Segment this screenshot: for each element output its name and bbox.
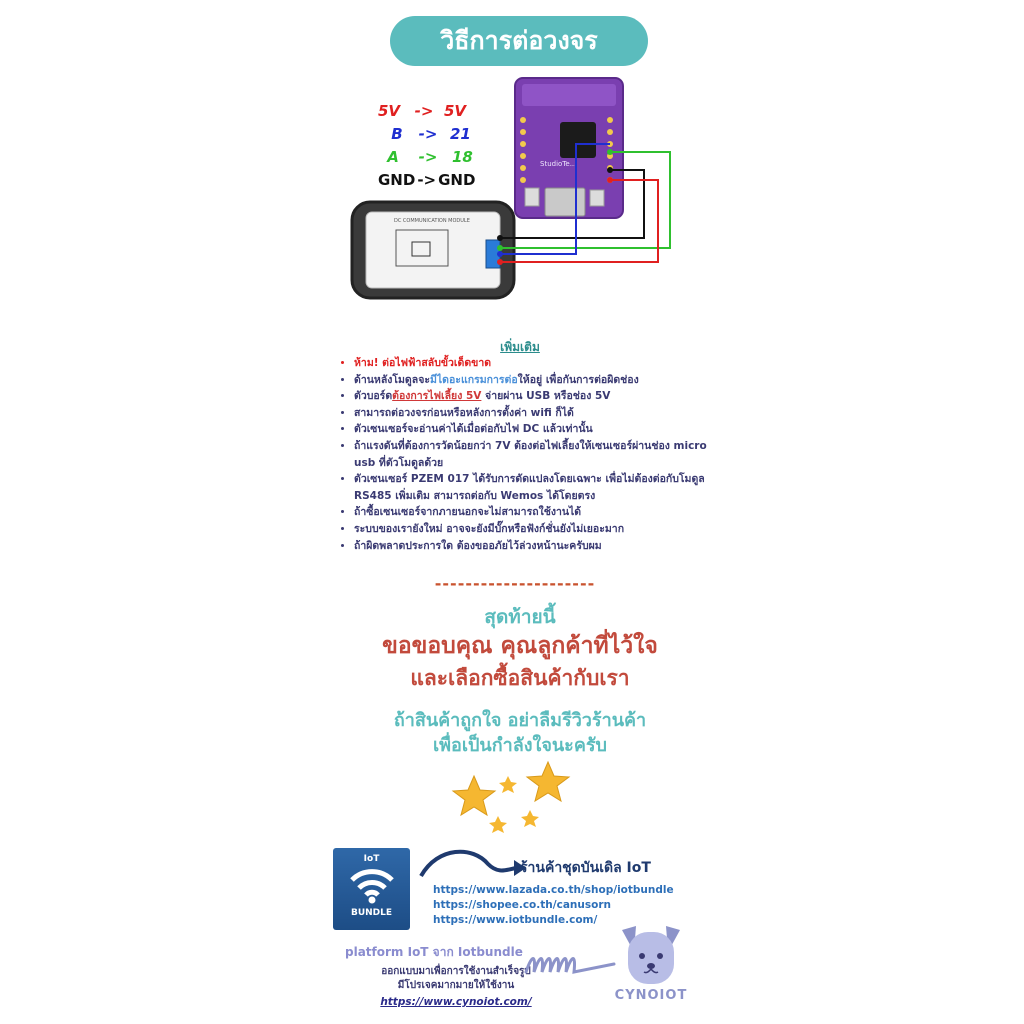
closing-line-1: สุดท้ายนี้ — [484, 606, 556, 628]
pin-arrow: -> — [414, 102, 434, 120]
star-icon — [489, 816, 507, 833]
stars-decoration — [440, 758, 590, 838]
note-item: • ด้านหลังโมดูลจะมีไดอะแกรมการต่อให้อยู่ เพื่อกันการต่อผิดช่อง — [354, 372, 710, 389]
pin-arrow: -> — [418, 125, 438, 143]
cynoiot-brand: CYNOIOT — [614, 988, 688, 1003]
note-item: • ระบบของเรายังใหม่ อาจจะยังมีบั๊กหรือฟังก์ชั่นยังไม่เยอะมาก — [354, 521, 710, 538]
squiggle-decoration — [522, 950, 622, 980]
page-title — [390, 16, 648, 66]
closing-line-2: ขอขอบคุณ คุณลูกค้าที่ไว้ใจ — [382, 633, 658, 659]
platform-desc-2: มีโปรเจคมากมายให้ใช้งาน — [397, 980, 515, 991]
logo-bottom-text: BUNDLE — [350, 908, 393, 918]
pzem-module — [352, 202, 514, 298]
logo-top-text: IoT — [363, 854, 380, 864]
closing-line-3: และเลือกซื้อสินค้ากับเรา — [410, 666, 630, 690]
iot-bundle-logo — [333, 848, 410, 930]
arrow-icon — [418, 848, 528, 880]
note-item: • ถ้าซื้อเซนเซอร์จากภายนอกจะไม่สามารถใช้งานได้ — [354, 504, 710, 521]
star-icon — [527, 762, 569, 801]
pin-from: GND — [378, 171, 416, 189]
note-item: • ถ้าผิดพลาดประการใด ต้องขออภัยไว้ล่วงหน้านะครับผม — [354, 538, 710, 555]
wiring-diagram — [340, 70, 690, 310]
pin-to: 18 — [452, 148, 473, 166]
star-icon — [499, 776, 517, 793]
lazada-link[interactable]: https://www.lazada.co.th/shop/iotbundle — [433, 884, 674, 896]
platform-title: platform IoT จาก Iotbundle — [345, 945, 523, 959]
star-icon — [521, 810, 539, 827]
shop-name: ร้านค้าชุดบันเดิล IoT — [520, 860, 651, 876]
wifi-icon — [347, 864, 397, 904]
iotbundle-link[interactable]: https://www.iotbundle.com/ — [433, 914, 598, 926]
pin-to: GND — [438, 171, 476, 189]
note-item: • สามารถต่อวงจรก่อนหรือหลังการตั้งค่า wifi ก็ได้ — [354, 405, 710, 422]
pin-from: A — [387, 148, 399, 166]
note-item: • ห้าม! ต่อไฟฟ้าสลับขั้วเด็ดขาด — [354, 355, 710, 372]
star-icon — [453, 776, 495, 815]
board-label: StudioTe... — [540, 160, 577, 168]
pin-to: 5V — [444, 102, 467, 120]
pin-to: 21 — [450, 125, 471, 143]
cynoiot-link[interactable]: https://www.cynoiot.com/ — [380, 996, 532, 1008]
chip — [560, 122, 596, 158]
dog-mascot-icon — [614, 922, 688, 988]
note-item: • ตัวเซนเซอร์ PZEM 017 ได้รับการดัดแปลงโดยเฉพาะ เพื่อไม่ต้องต่อกับโมดูล RS485 เพิ่มเติม สามารถต่อกับ Wemos ได้โดยตรง — [354, 471, 710, 504]
closing-line-5: เพื่อเป็นกำลังใจนะครับ — [433, 735, 607, 756]
notes-title: เพิ่มเติม — [500, 340, 540, 354]
page-title-text: วิธีการต่อวงจร — [440, 26, 598, 55]
pin-from: B — [391, 125, 403, 143]
pin-arrow: -> — [417, 171, 437, 189]
divider: --------------------- — [434, 574, 596, 593]
platform-desc-1: ออกแบบมาเพื่อการใช้งานสำเร็จรูป — [381, 966, 531, 977]
note-item: • ตัวเซนเซอร์จะอ่านค่าได้เมื่อต่อกับไฟ DC แล้วเท่านั้น — [354, 421, 710, 438]
notes-list — [340, 355, 710, 554]
closing-line-4: ถ้าสินค้าถูกใจ อย่าลืมรีวิวร้านค้า — [393, 710, 647, 731]
note-item: • ถ้าแรงดันที่ต้องการวัดน้อยกว่า 7V ต้องต่อไฟเลี้ยงให้เซนเซอร์ผ่านช่อง micro usb ที่ตัวโมดูลด้วย — [354, 438, 710, 471]
pin-from: 5V — [378, 102, 401, 120]
wemos-board — [515, 78, 623, 218]
usb-port — [545, 188, 585, 216]
pin-arrow: -> — [418, 148, 438, 166]
note-item: • ตัวบอร์ดต้องการไฟเลี้ยง 5V จ่ายผ่าน USB หรือช่อง 5V — [354, 388, 710, 405]
shopee-link[interactable]: https://shopee.co.th/canusorn — [433, 899, 611, 911]
module-label: DC COMMUNICATION MODULE — [394, 218, 470, 224]
